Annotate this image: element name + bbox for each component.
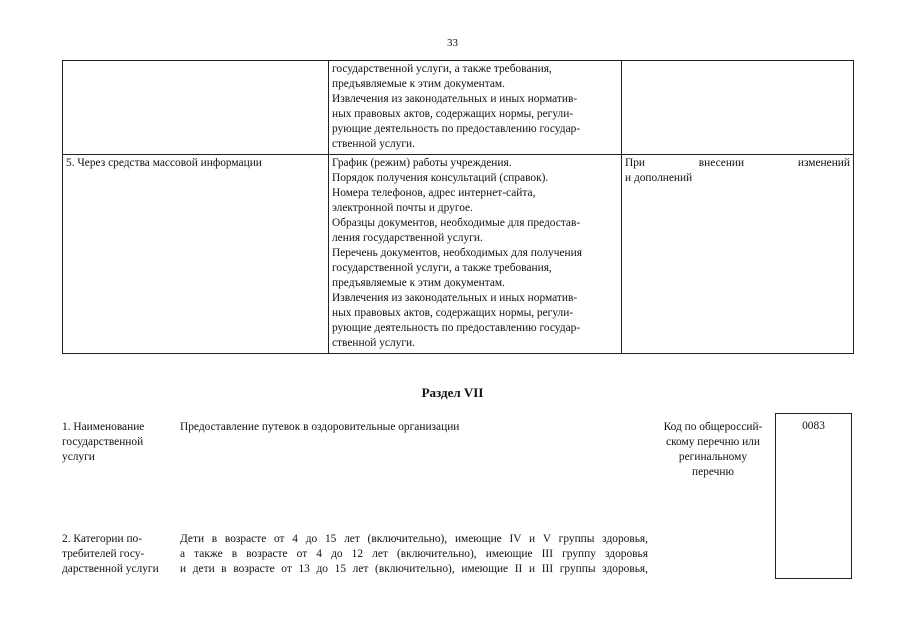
text-line: Номера телефонов, адрес интернет-сайта,: [332, 187, 536, 199]
text-line: предъявляемые к этим документам.: [332, 277, 505, 289]
label-line: государственной: [62, 436, 144, 448]
table-cell-content: [329, 61, 622, 155]
text-line: При внесении изменений: [625, 157, 850, 169]
table-cell-frequency: [622, 155, 854, 354]
text-line: государственной услуги, а также требования,: [332, 262, 552, 274]
label-line: Код по общероссий-: [663, 421, 763, 433]
label-line: услуги: [62, 451, 95, 463]
categories-label: [62, 532, 178, 577]
label-line: регинальному: [678, 451, 748, 463]
text-line: а также в возрасте от 4 до 12 лет (включительно), имеющие III группу здоровья: [180, 548, 648, 560]
label-line: 2. Категории по-: [62, 533, 143, 545]
text-line: рующие деятельность по предоставлению государ-: [332, 123, 581, 135]
label-line: 1. Наименование: [62, 421, 145, 433]
text-line: ных правовых актов, содержащих нормы, регули-: [332, 108, 574, 120]
table-cell-method: [63, 61, 329, 155]
text-line: ственной услуги.: [332, 337, 415, 349]
label-line: дарственной услуги: [62, 563, 159, 575]
section-title: Раздел VII: [421, 385, 484, 400]
text-line: ственной услуги.: [332, 138, 415, 150]
categories-value: [180, 532, 648, 577]
text-line: Перечень документов, необходимых для получения: [332, 247, 582, 259]
table-cell-frequency: [622, 61, 854, 155]
table-row: [63, 61, 854, 155]
text-line: Извлечения из законодательных и иных норматив-: [332, 93, 578, 105]
table-cell-method: 5. Через средства массовой информации: [63, 155, 329, 354]
page-number: 33: [447, 37, 458, 49]
text-line: График (режим) работы учреждения.: [332, 157, 512, 169]
info-table: [62, 60, 854, 354]
text-line: Дети в возрасте от 4 до 15 лет (включительно), имеющие IV и V группы здоровья,: [180, 533, 648, 545]
text-line: предъявляемые к этим документам.: [332, 78, 505, 90]
text-line: и дети в возрасте от 13 до 15 лет (включительно), имеющие II и III группы здоровья,: [180, 563, 648, 575]
text-line: ления государственной услуги.: [332, 232, 483, 244]
text-line: Порядок получения консультаций (справок).: [332, 172, 549, 184]
text-line: Образцы документов, необходимые для предостав-: [332, 217, 581, 229]
text-line: и дополнений: [625, 172, 693, 184]
service-name-label: [62, 420, 174, 465]
text-line: рующие деятельность по предоставлению государ-: [332, 322, 581, 334]
table-row: [63, 155, 854, 354]
text-line: ных правовых актов, содержащих нормы, регули-: [332, 307, 574, 319]
table-cell-content: [329, 155, 622, 354]
service-name-value: Предоставление путевок в оздоровительные организации: [180, 421, 460, 433]
label-line: перечню: [692, 466, 734, 478]
code-box: [775, 413, 852, 579]
label-line: скому перечню или: [666, 436, 760, 448]
code-value: 0083: [802, 420, 825, 432]
text-line: Извлечения из законодательных и иных норматив-: [332, 292, 578, 304]
label-line: требителей госу-: [62, 548, 145, 560]
code-label: [652, 420, 774, 480]
text-line: электронной почты и другое.: [332, 202, 473, 214]
text-line: государственной услуги, а также требования,: [332, 63, 552, 75]
